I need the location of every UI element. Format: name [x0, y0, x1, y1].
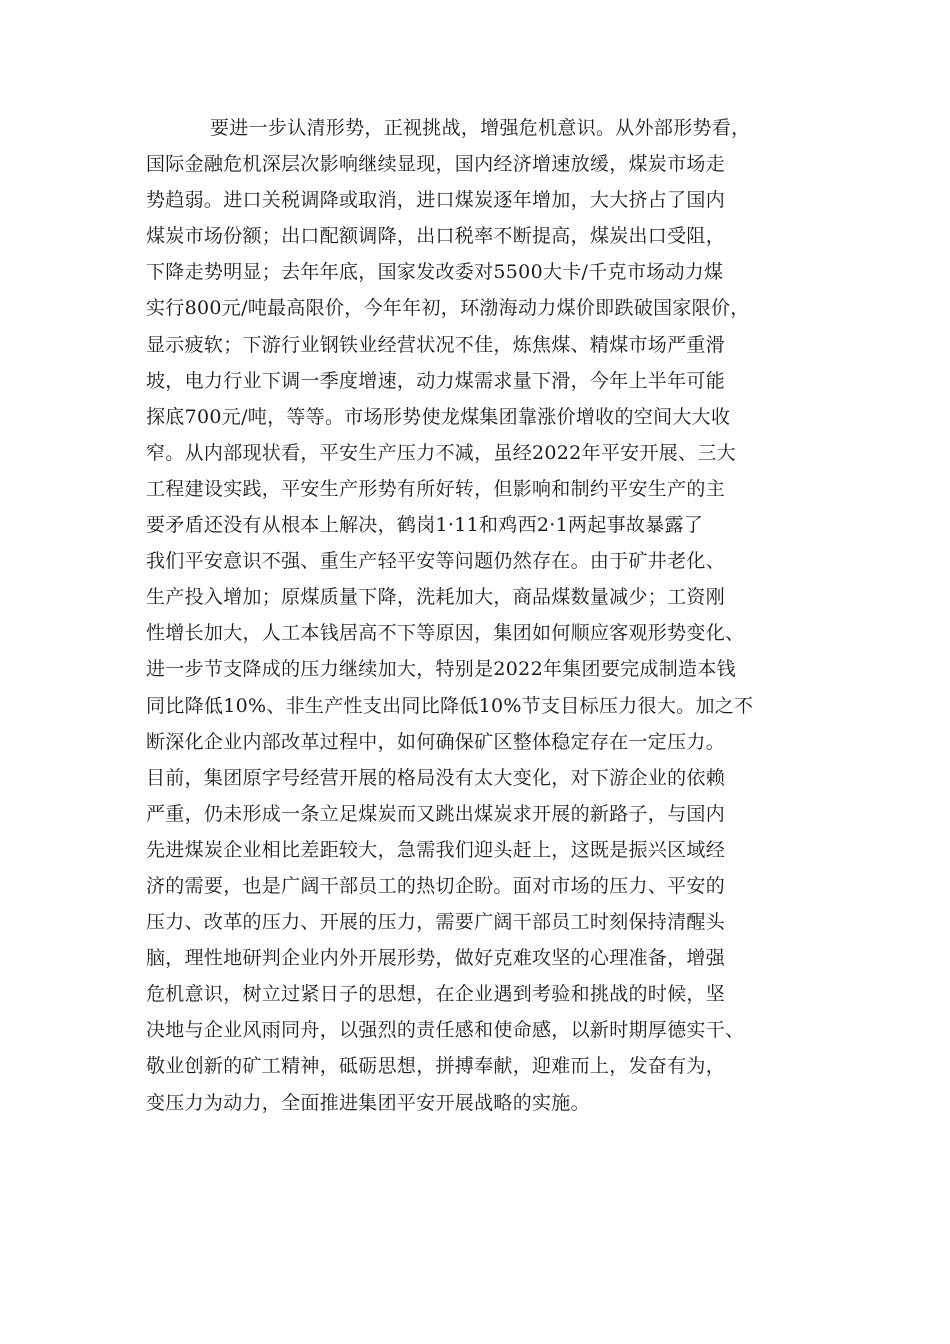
text-line: 敬业创新的矿工精神，砥砺思想，拼搏奉献，迎难而上，发奋有为， [146, 1055, 726, 1078]
text-line: 探底700元/吨，等等。市场形势使龙煤集团靠涨价增收的空间大大收 [146, 405, 731, 428]
text-line: 工程建设实践，平安生产形势有所好转，但影响和制约平安生产的主 [146, 477, 726, 500]
text-line: 目前，集团原字号经营开展的格局没有太大变化，对下游企业的依赖 [146, 766, 726, 789]
text-line: 先进煤炭企业相比差距较大，急需我们迎头赶上，这既是振兴区域经 [146, 838, 726, 861]
body-paragraph [146, 110, 816, 1121]
text-line: 显示疲软；下游行业钢铁业经营状况不佳，炼焦煤、精煤市场严重滑 [146, 333, 726, 356]
text-line: 要矛盾还没有从根本上解决，鹤岗1·11和鸡西2·1两起事故暴露了 [146, 514, 704, 537]
text-line: 下降走势明显；去年年底，国家发改委对5500大卡/千克市场动力煤 [146, 261, 724, 284]
text-line: 压力、改革的压力、开展的压力，需要广阔干部员工时刻保持清醒头 [146, 911, 726, 934]
text-line: 实行800元/吨最高限价，今年年初，环渤海动力煤价即跌破国家限价， [146, 297, 750, 320]
text-line: 严重，仍未形成一条立足煤炭而又跳出煤炭求开展的新路子，与国内 [146, 802, 726, 825]
text-line: 同比降低10%、非生产性支出同比降低10%节支目标压力很大。加之不 [146, 694, 754, 717]
text-line: 性增长加大，人工本钱居高不下等原因，集团如何顺应客观形势变化、 [146, 622, 745, 645]
text-line: 变压力为动力，全面推进集团平安开展战略的实施。 [146, 1091, 590, 1114]
text-line: 断深化企业内部改革过程中，如何确保矿区整体稳定存在一定压力。 [146, 730, 726, 753]
text-line: 煤炭市场份额；出口配额调降，出口税率不断提高，煤炭出口受阻， [146, 225, 726, 248]
text-line: 济的需要，也是广阔干部员工的热切企盼。面对市场的压力、平安的 [146, 874, 726, 897]
text-line: 进一步节支降成的压力继续加大，特别是2022年集团要完成制造本钱 [146, 658, 736, 681]
text-line: 坡，电力行业下调一季度增速，动力煤需求量下滑，今年上半年可能 [146, 369, 726, 392]
text-line: 决地与企业风雨同舟，以强烈的责任感和使命感，以新时期厚德实干、 [146, 1019, 745, 1042]
text-line: 国际金融危机深层次影响继续显现，国内经济增速放缓，煤炭市场走 [146, 153, 726, 176]
text-line: 我们平安意识不强、重生产轻平安等问题仍然存在。由于矿井老化、 [146, 550, 726, 573]
text-line: 窄。从内部现状看，平安生产压力不减，虽经2022年平安开展、三大 [146, 441, 736, 464]
text-line: 势趋弱。进口关税调降或取消，进口煤炭逐年增加，大大挤占了国内 [146, 189, 726, 212]
text-line: 生产投入增加；原煤质量下降，洗耗加大，商品煤数量减少；工资刚 [146, 586, 726, 609]
text-line: 危机意识，树立过紧日子的思想，在企业遇到考验和挑战的时候，坚 [146, 983, 726, 1006]
text-line: 要进一步认清形势，正视挑战，增强危机意识。从外部形势看， [210, 117, 751, 139]
text-line: 脑，理性地研判企业内外开展形势，做好克难攻坚的心理准备，增强 [146, 947, 726, 970]
